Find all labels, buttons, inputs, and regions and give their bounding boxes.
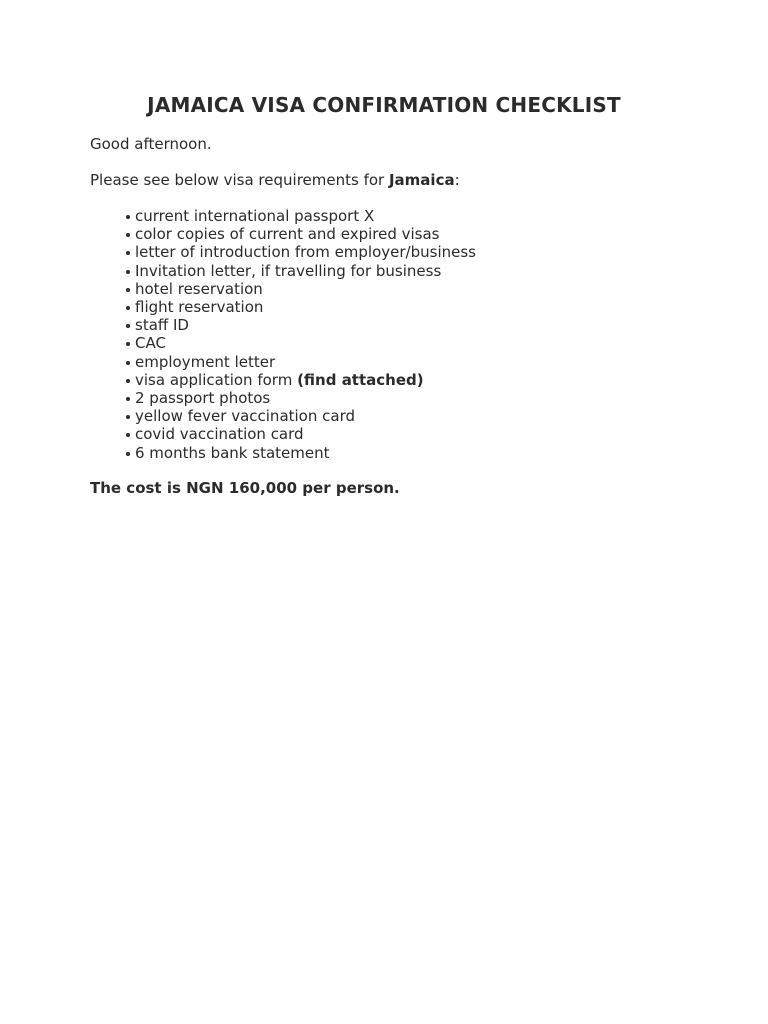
list-item <box>124 389 476 407</box>
intro-suffix: : <box>454 171 460 189</box>
intro-country: Jamaica <box>388 171 455 189</box>
list-item <box>124 262 476 280</box>
list-item-text: 6 months bank statement <box>135 443 330 462</box>
list-item-text: hotel reservation <box>135 279 263 298</box>
list-item-emphasis: (find attached) <box>297 370 424 389</box>
page-title: JAMAICA VISA CONFIRMATION CHECKLIST <box>147 93 621 117</box>
list-item <box>124 225 476 243</box>
list-item-text: letter of introduction from employer/business <box>135 243 476 262</box>
list-item-text: Invitation letter, if travelling for business <box>135 261 442 280</box>
list-item <box>124 280 476 298</box>
intro-prefix: Please see below visa requirements for <box>90 171 389 189</box>
list-item <box>124 334 476 352</box>
list-item-text: staff ID <box>135 316 189 335</box>
cost-statement: The cost is NGN 160,000 per person. <box>90 479 400 497</box>
list-item <box>124 298 476 316</box>
list-item <box>124 425 476 443</box>
list-item-text: employment letter <box>135 352 276 371</box>
greeting-text: Good afternoon. <box>90 135 212 153</box>
list-item-text: 2 passport photos <box>135 389 271 408</box>
requirements-list <box>124 207 476 462</box>
list-item <box>124 207 476 225</box>
list-item-text: CAC <box>135 334 166 353</box>
list-item-text: color copies of current and expired visas <box>135 225 440 244</box>
list-item <box>124 353 476 371</box>
list-item-text: current international passport X <box>135 207 375 225</box>
list-item-text: visa application form <box>135 370 298 389</box>
list-item <box>124 243 476 261</box>
list-item-text: yellow fever vaccination card <box>135 407 355 426</box>
list-item <box>124 407 476 425</box>
intro-text <box>90 170 460 190</box>
list-item <box>124 444 476 462</box>
list-item <box>124 316 476 334</box>
list-item <box>124 371 476 389</box>
list-item-text: flight reservation <box>135 298 264 317</box>
list-item-text: covid vaccination card <box>135 425 304 444</box>
